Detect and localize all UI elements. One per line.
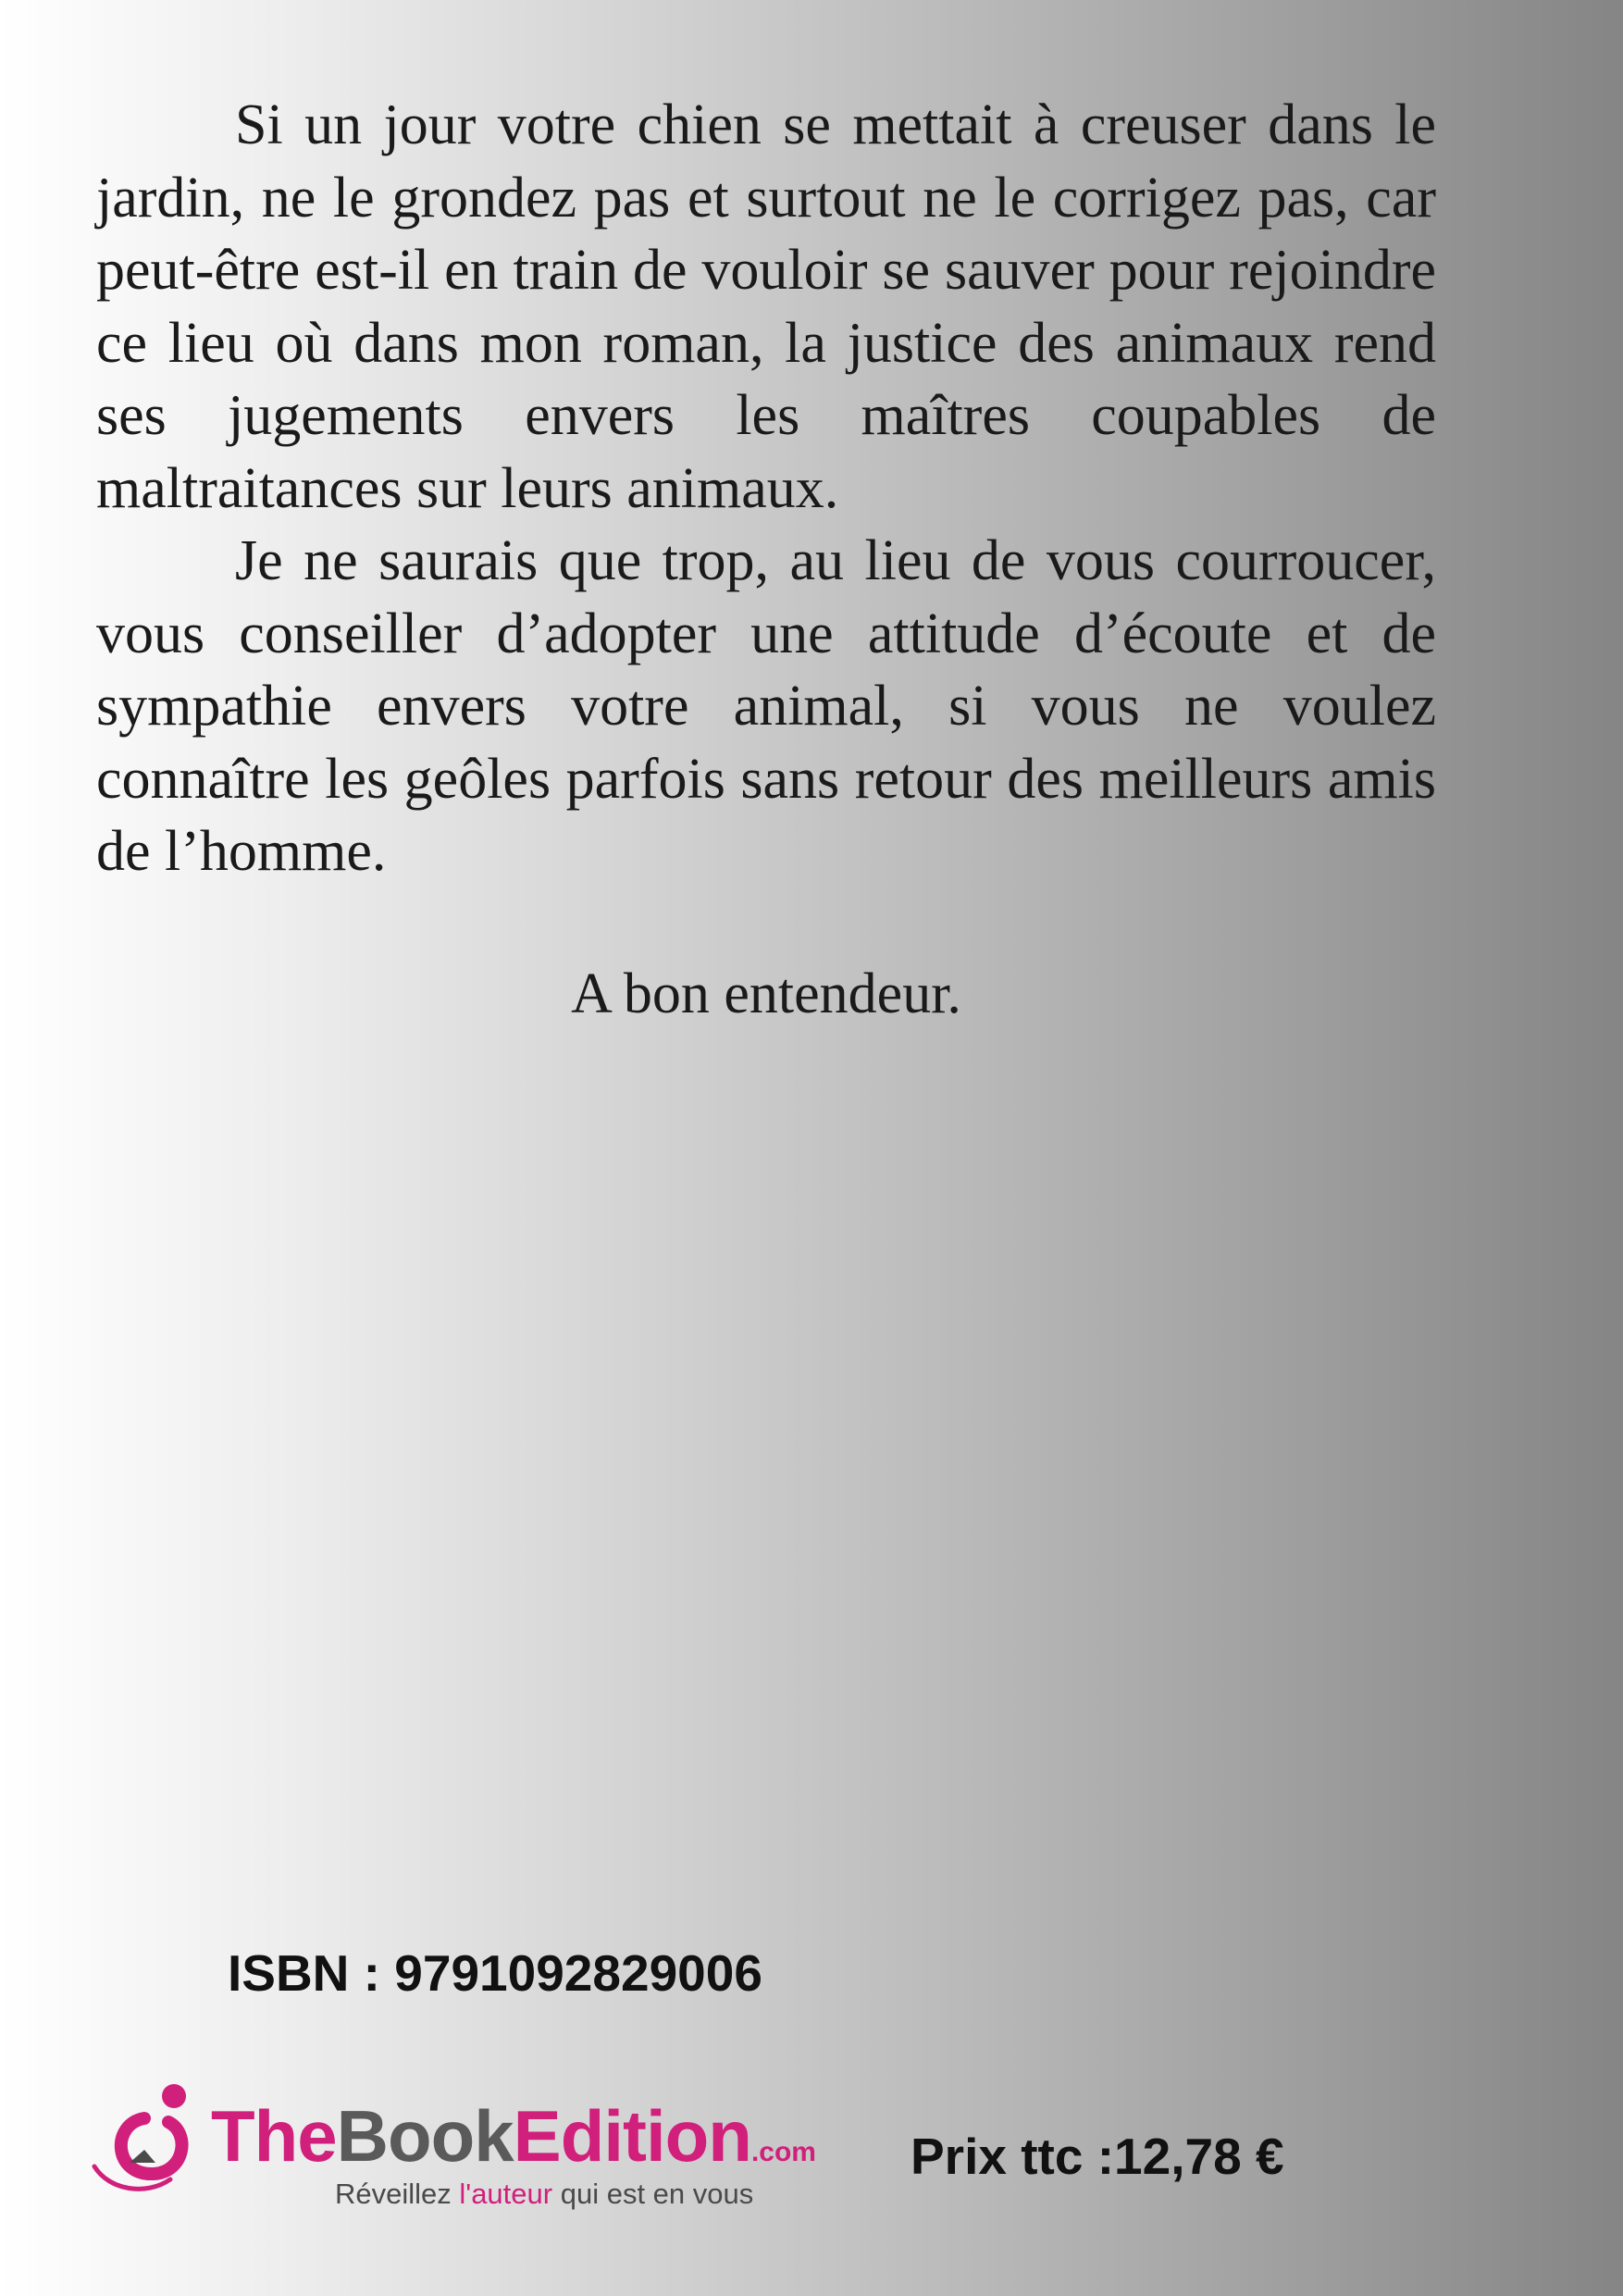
wordmark-edition: Edition — [513, 2095, 751, 2177]
thebookedition-logo-icon — [89, 2078, 209, 2198]
wordmark-com: .com — [750, 2137, 816, 2167]
closing-line: A bon entendeur. — [571, 962, 961, 1025]
price: Prix ttc :12,78 € — [911, 2128, 1284, 2185]
tagline-start: Réveillez — [335, 2178, 460, 2210]
paragraph-1: Si un jour votre chien se mettait à creuser dans le jardin, ne le grondez pas et surtout ne le corrigez pas, car peut-être est-il en train de vouloir se sauver pour rejoindre ce lieu où dans mon roman, la justice des animaux rend ses jugements envers les maîtres coupables de maltraitances sur leurs animaux. — [96, 93, 1436, 520]
publisher-tagline — [335, 2178, 753, 2211]
wordmark-book: Book — [336, 2095, 514, 2177]
tagline-end: qui est en vous — [552, 2178, 754, 2210]
paragraph-2: Je ne saurais que trop, au lieu de vous courroucer, vous conseiller d’adopter une attitude d’écoute et de sympathie envers votre animal, si vous ne voulez connaître les geôles parfois sans retour des meilleurs amis de l’homme. — [96, 529, 1436, 883]
tagline-accent: l'auteur — [459, 2178, 553, 2210]
isbn: ISBN : 9791092829006 — [228, 1944, 762, 2002]
publisher-logo — [89, 2078, 829, 2216]
back-cover-text — [96, 89, 1436, 888]
wordmark-the: The — [211, 2095, 337, 2177]
